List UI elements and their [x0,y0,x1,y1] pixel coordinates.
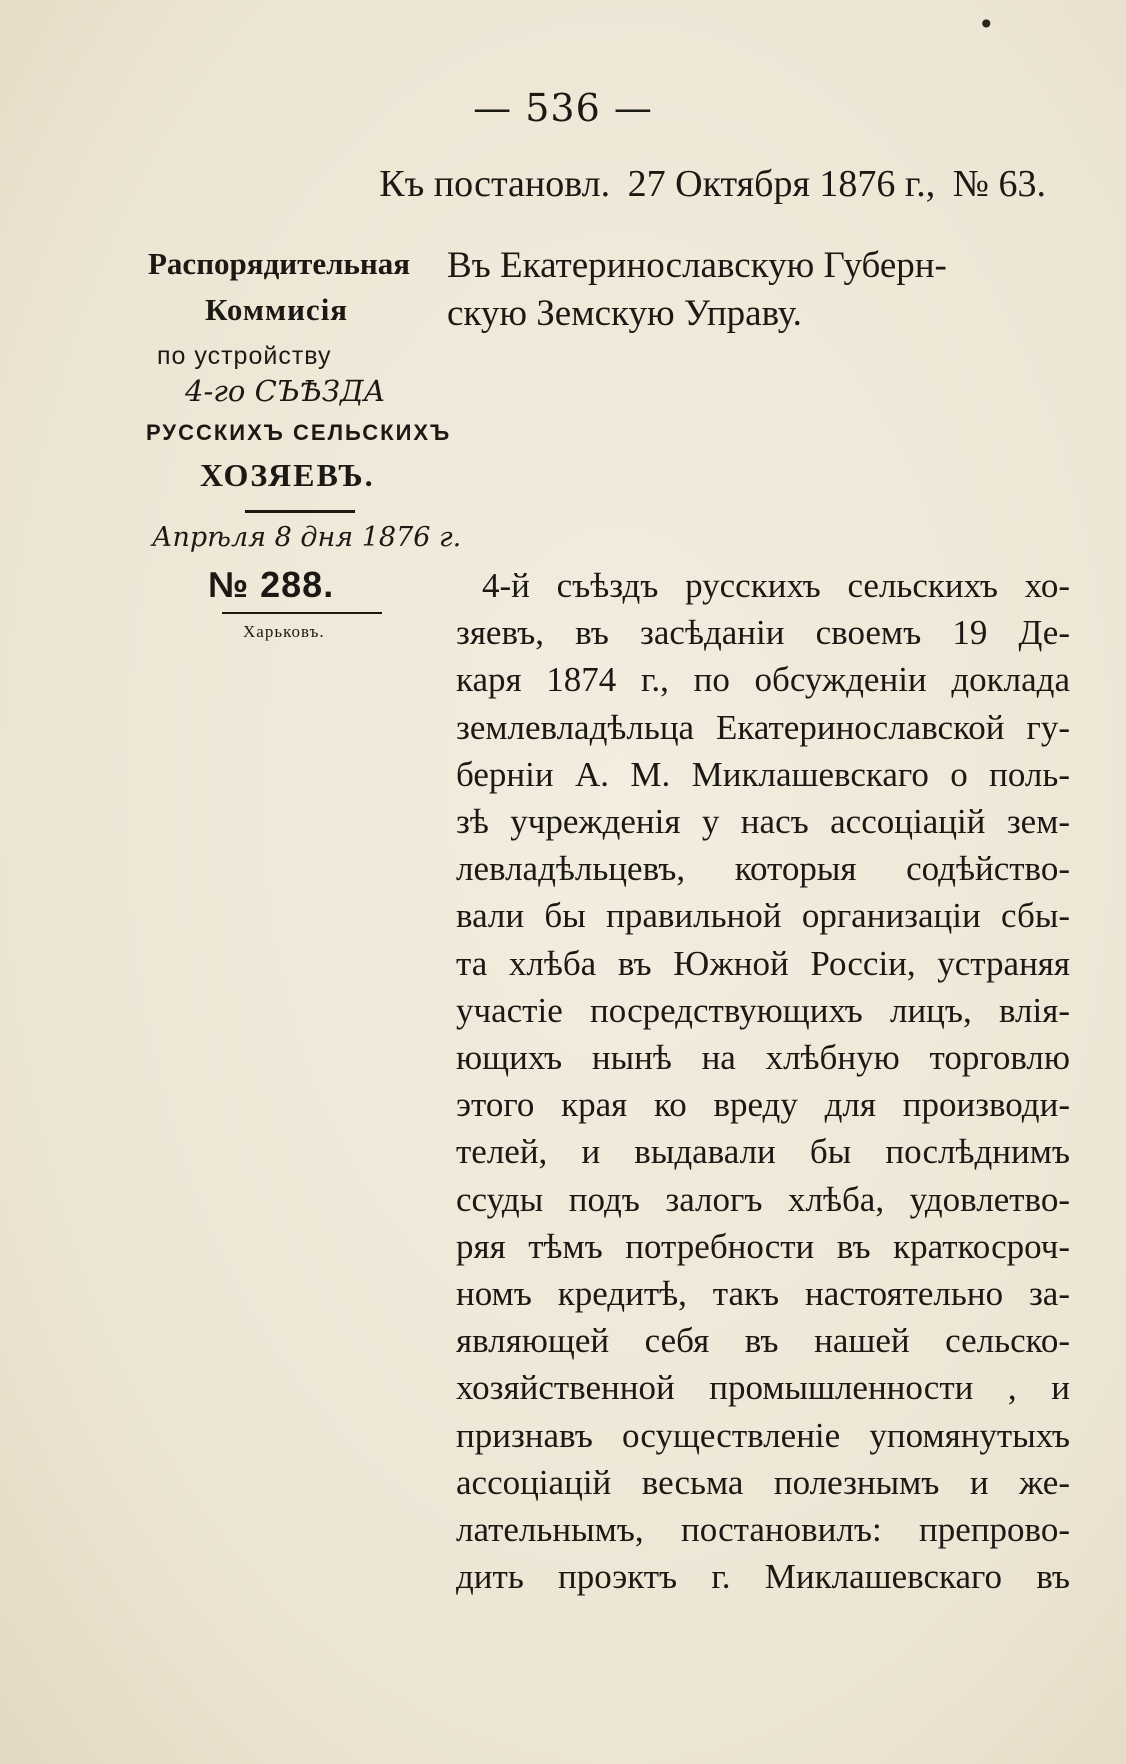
body-line: телей, и выдавали бы послѣднимъ [456,1132,1070,1172]
body-line: ющихъ нынѣ на хлѣбную торговлю [456,1038,1070,1078]
body-line: номъ кредитѣ, такъ настоятельно за- [456,1274,1070,1314]
body-line: зяевъ, въ засѣданіи своемъ 19 Де- [456,613,1070,653]
sidebar-russian-rural: РУССКИХЪ СЕЛЬСКИХЪ [146,420,452,445]
body-line: участіе посредствующихъ лицъ, влія- [456,990,1070,1030]
body-line: зѣ учрежденія у насъ ассоціацій зем- [456,802,1070,842]
sidebar-commission-title: Распорядительная [148,246,411,281]
sidebar-owners: ХОЗЯЕВЪ. [200,457,375,493]
page-number: — 536 — [473,86,653,130]
sidebar-congress: 4-го СЪѢЗДА [185,374,386,408]
sidebar-commission-word: Коммисія [205,292,349,327]
addressee-line: скую Земскую Управу. [447,293,802,334]
sidebar-purpose: по устройству [157,342,332,370]
reference-number: № 63. [952,163,1046,205]
body-line: являющей себя въ нашей сельско- [456,1321,1070,1361]
resolution-reference [0,162,1050,206]
body-line: вали бы правильной организаціи сбы- [456,896,1070,936]
body-line: берніи А. М. Миклашевскаго о поль- [456,754,1070,794]
body-line: лательнымъ, постановилъ: препрово- [456,1510,1070,1550]
sidebar-divider [245,510,355,513]
addressee-line: Въ Екатеринославскую Губерн- [447,245,947,286]
addressee [447,242,947,338]
page-mark: • [978,8,995,41]
body-line: этого края ко вреду для производи- [456,1085,1070,1125]
body-line: 4-й съѣздъ русскихъ сельскихъ хо- [482,566,1070,605]
body-line: землевладѣльца Екатеринославской гу- [456,707,1070,747]
body-line: дить проэктъ г. Миклашевскаго въ [456,1557,1070,1597]
sidebar-city: Харьковъ. [243,622,325,641]
body-line: ассоціацій весьма полезнымъ и же- [456,1462,1070,1502]
body-line: хозяйственной промышленности , и [456,1368,1070,1408]
reference-prefix: Къ постановл. [379,163,611,205]
body-line: та хлѣба въ Южной Россіи, устраняя [456,943,1070,983]
sidebar-document-number: № 288. [208,564,335,605]
body-line: ссуды подъ залогъ хлѣба, удовлетво- [456,1179,1070,1219]
sidebar-number-underline [222,612,382,614]
sidebar-date: Апрѣля 8 дня 1876 г. [152,522,462,553]
body-line: каря 1874 г., по обсужденіи доклада [456,660,1070,700]
body-text [456,562,1070,1600]
reference-date: 27 Октября 1876 г., [627,163,936,205]
body-line: ряя тѣмъ потребности въ краткосроч- [456,1226,1070,1266]
body-line: признавъ осуществленіе упомянутыхъ [456,1415,1070,1455]
body-line: левладѣльцевъ, которыя содѣйство- [456,849,1070,889]
